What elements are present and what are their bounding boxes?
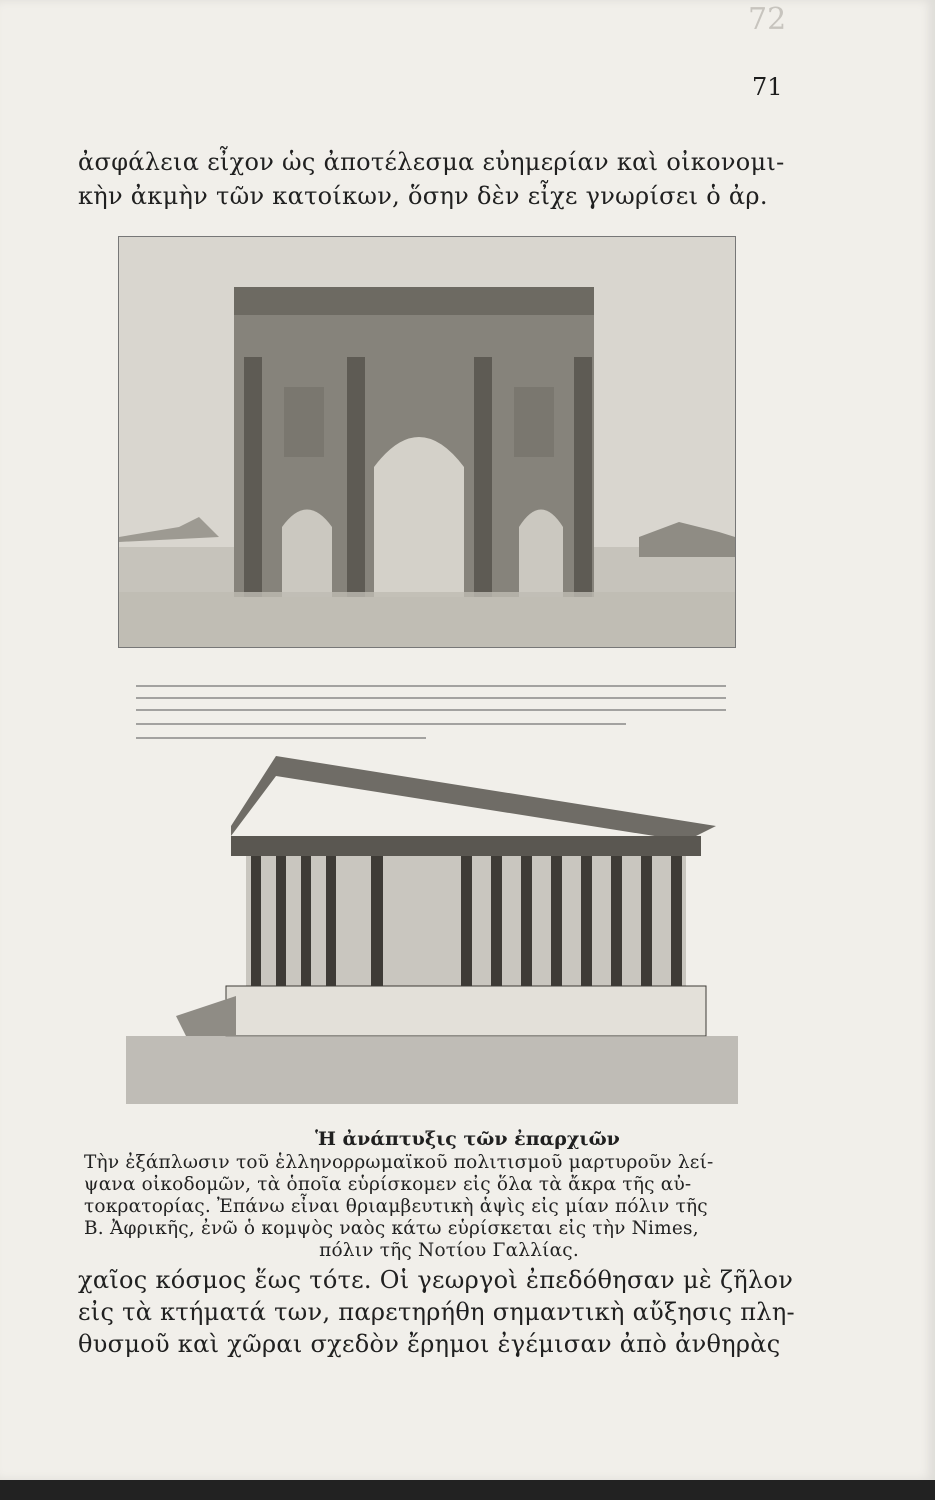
caption-line-1: Τὴν ἐξάπλωσιν τοῦ ἑλληνορρωμαϊκοῦ πολιτισμοῦ μαρτυροῦν λεί- — [84, 1152, 714, 1173]
body-line-4: εἰς τὰ κτήματά των, παρετηρήθη σημαντικὴ αὔξησις πλη- — [78, 1298, 795, 1326]
temple-engraving-illustration — [126, 676, 738, 1104]
page-number: 71 — [752, 73, 783, 101]
body-line-2: κὴν ἀκμὴν τῶν κατοίκων, ὅσην δὲν εἶχε γνωρίσει ὁ ἀρ. — [78, 182, 768, 210]
caption-line-4: Β. Ἀφρικῆς, ἐνῶ ὁ κομψὸς ναὸς κάτω εὑρίσκεται εἰς τὴν Nimes, — [84, 1218, 699, 1239]
scan-bottom-edge — [0, 1480, 935, 1500]
faded-corner-page-mark: 72 — [748, 2, 787, 37]
caption-line-3: τοκρατορίας. Ἐπάνω εἶναι θριαμβευτικὴ ἁψὶς εἰς μίαν πόλιν τῆς — [84, 1196, 708, 1217]
body-line-1: ἀσφάλεια εἶχον ὡς ἀποτέλεσμα εὐημερίαν καὶ οἰκονομι- — [78, 148, 785, 176]
body-line-5: θυσμοῦ καὶ χῶραι σχεδὸν ἔρημοι ἐγέμισαν ἀπὸ ἀνθηρὰς — [78, 1330, 781, 1358]
caption-title: Ἡ ἀνάπτυξις τῶν ἐπαρχιῶν — [315, 1128, 620, 1150]
triumphal-arch-illustration — [118, 236, 736, 648]
caption-line-5: πόλιν τῆς Νοτίου Γαλλίας. — [319, 1240, 579, 1261]
body-line-3: χαῖος κόσμος ἕως τότε. Οἱ γεωργοὶ ἐπεδόθησαν μὲ ζῆλον — [78, 1266, 794, 1294]
caption-line-2: ψανα οἰκοδομῶν, τὰ ὁποῖα εὑρίσκομεν εἰς ὅλα τὰ ἄκρα τῆς αὐ- — [84, 1174, 692, 1195]
